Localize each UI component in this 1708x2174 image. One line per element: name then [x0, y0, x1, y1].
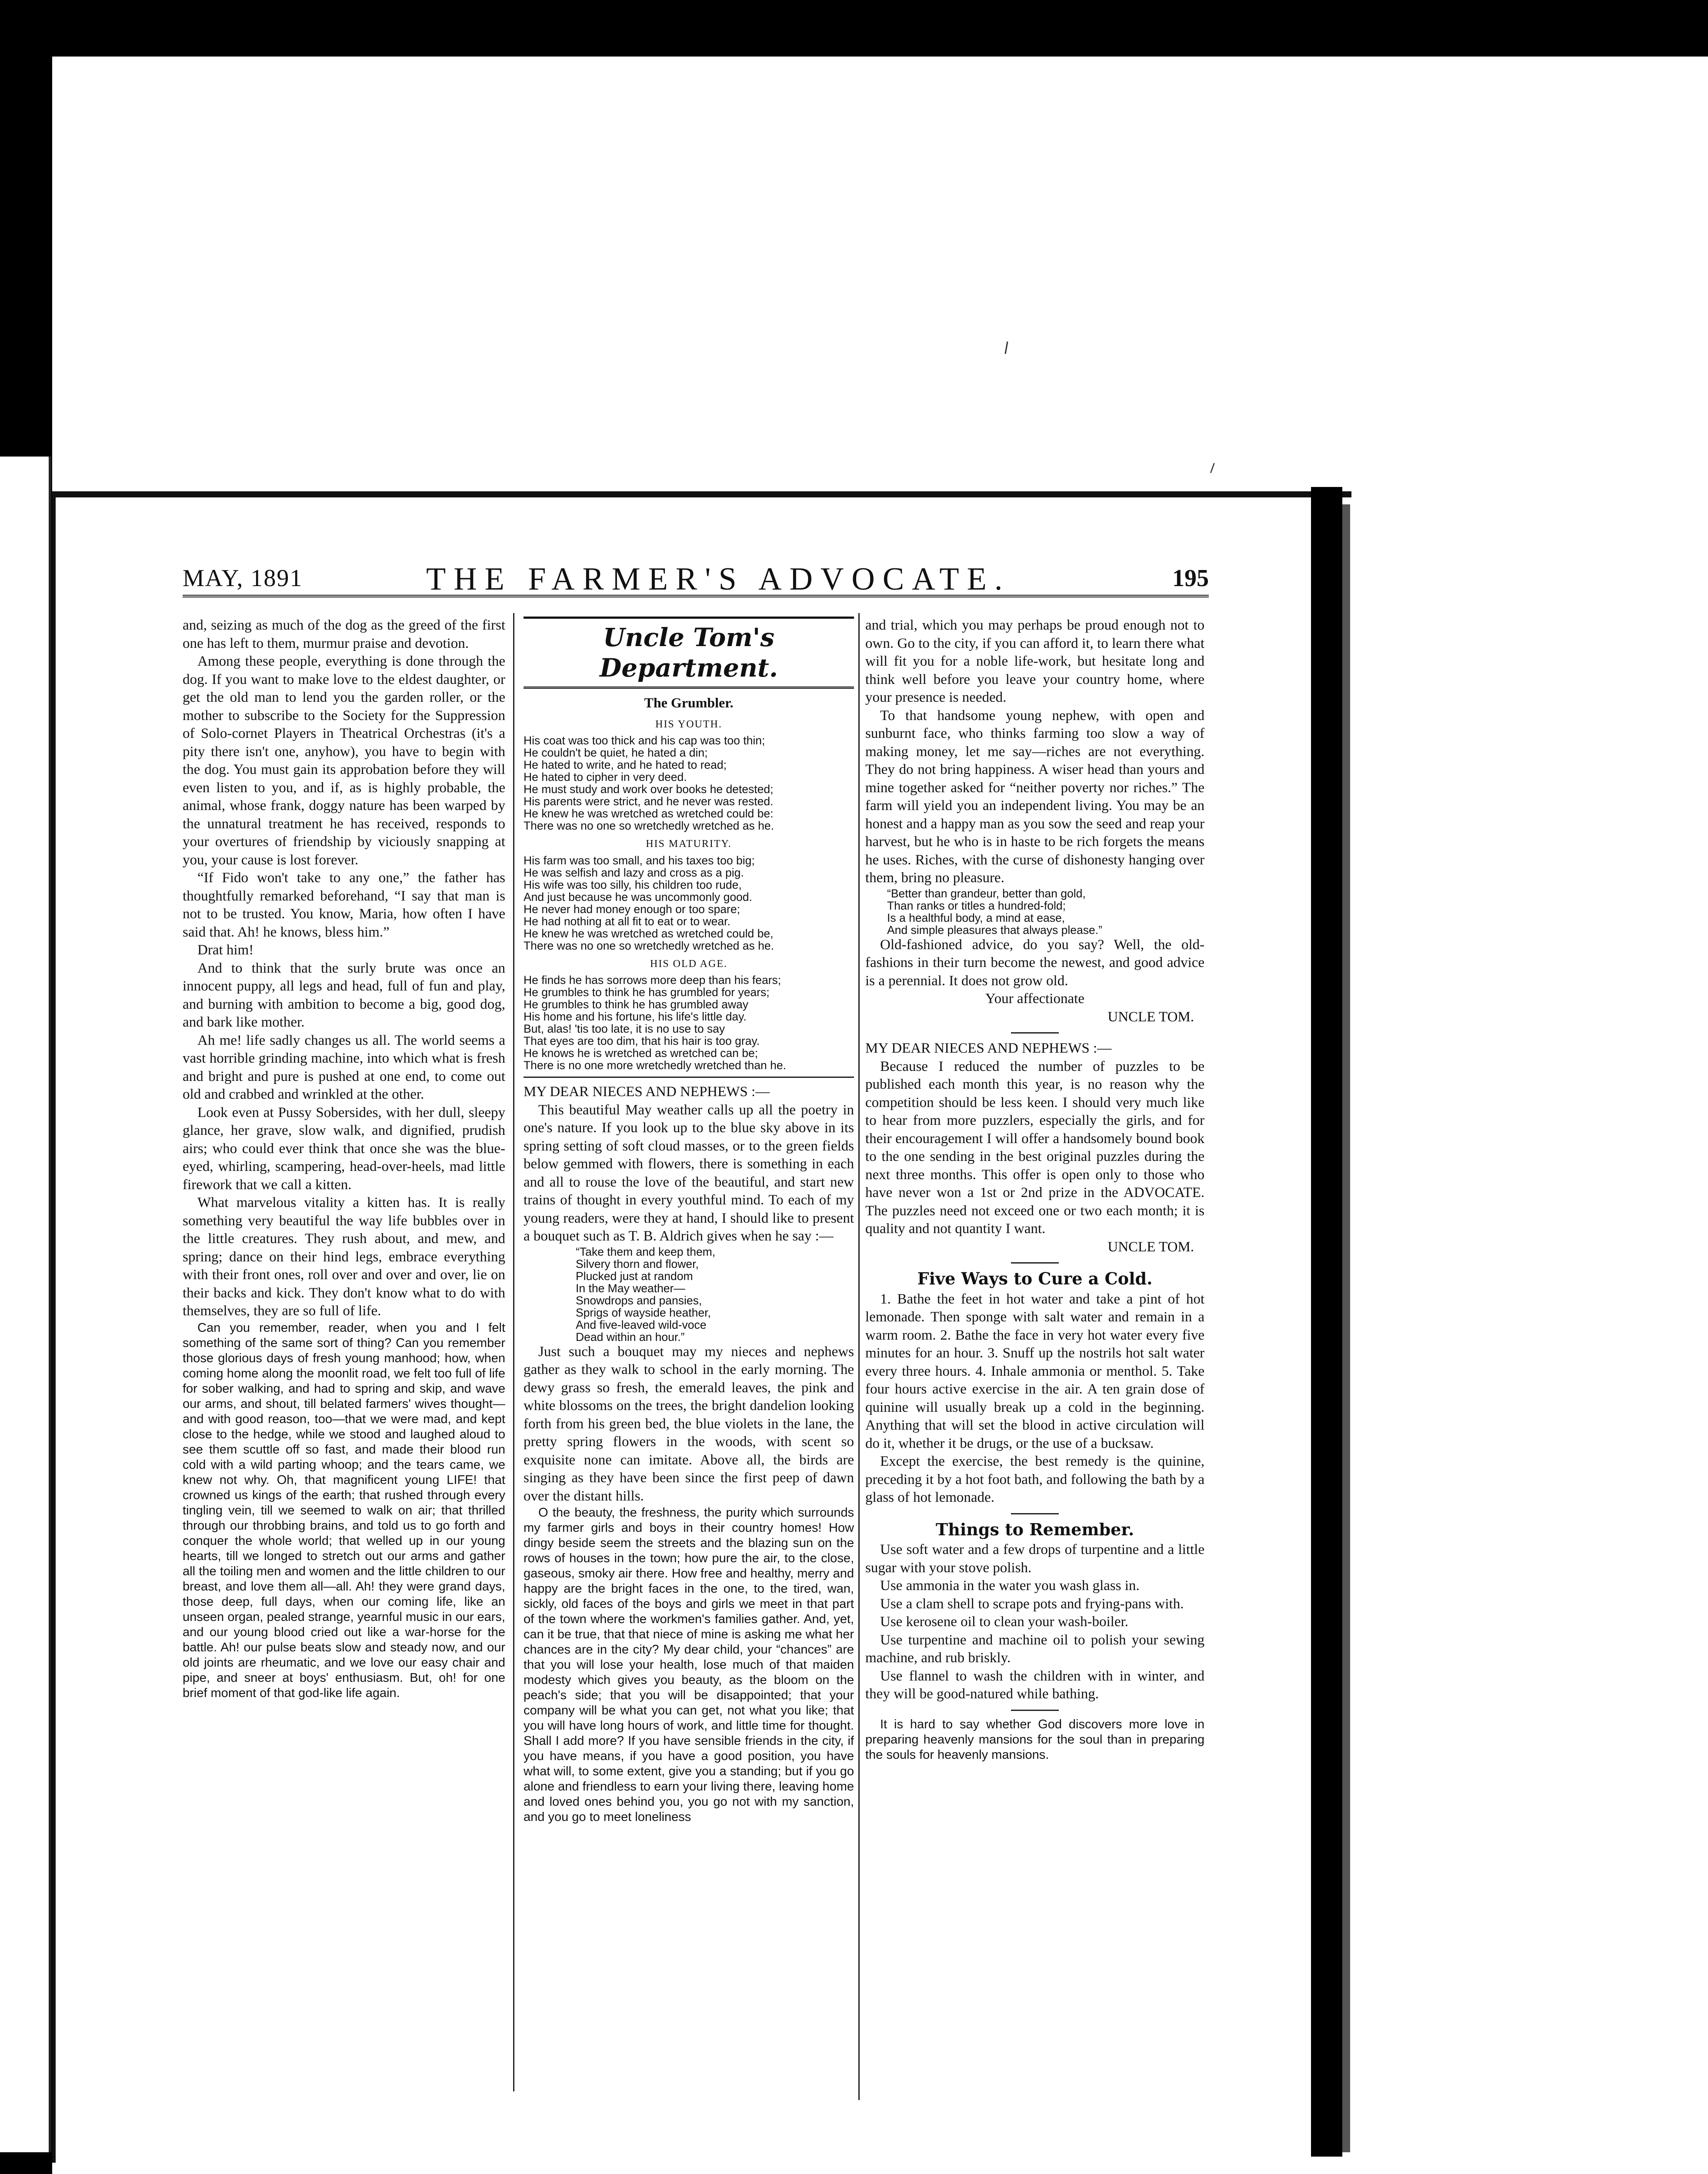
- poem-line: His coat was too thick and his cap was too thin;: [524, 734, 765, 747]
- divider: [1011, 1513, 1059, 1514]
- verse-line: Plucked just at random: [576, 1269, 693, 1283]
- poem-line: He hated to cipher in very deed.: [524, 770, 687, 784]
- issue-date: MAY, 1891: [183, 565, 303, 592]
- divider: [1011, 1262, 1059, 1264]
- closing-affectionate: Your affectionate: [985, 991, 1084, 1007]
- closing-paragraph: It is hard to say whether God discovers more love in preparing heavenly mansions for the soul than in preparing the souls for heavenly mansions.: [865, 1717, 1204, 1762]
- signature: UNCLE TOM.: [1108, 1239, 1194, 1255]
- section-divider: [524, 1077, 854, 1078]
- salutation: MY DEAR NIECES AND NEPHEWS :—: [865, 1040, 1112, 1056]
- poem-line: He had nothing at all fit to eat or to wear.: [524, 914, 731, 928]
- verse-line: And five-leaved wild-voce: [576, 1318, 707, 1331]
- column-2: [524, 617, 854, 1825]
- poem-stanza-old-age: [524, 974, 854, 1071]
- signature: UNCLE TOM.: [1108, 1009, 1194, 1025]
- poem-line: He knew he was wretched as wretched could be,: [524, 927, 774, 940]
- bouquet-verse: [524, 1246, 854, 1343]
- paragraph: And to think that the surly brute was once an innocent puppy, all legs and head, full of fun and play, and burning with ambition to become a big, good dog, and bark like mother.: [183, 960, 505, 1030]
- book-spine-edge: [1342, 504, 1350, 2152]
- paragraph: Because I reduced the number of puzzles to be published each month this year, is no reason why the competition should be less keen. I should very much like to hear from more puzzlers, especially the girls, and for their encouragement I will offer a handsomely bound book to the one sending in the best original puzzles during the next three months. This offer is open only to those who have never won a 1st or 2nd prize in the ADVOCATE. The puzzles need not exceed one or two each month; it is quality and not quantity I want.: [865, 1058, 1204, 1237]
- list-item: Use a clam shell to scrape pots and frying-pans with.: [880, 1596, 1184, 1612]
- paragraph: “If Fido won't take to any one,” the father has thoughtfully remarked beforehand, “I say that man is not to be trusted. You know, Maria, how often I have said that. Ah! he knows, bless him.”: [183, 870, 505, 940]
- paragraph: To that handsome young nephew, with open and sunburnt face, who thinks farming too slow a way of making money, let me say—riches are not everything. They do not bring happiness. A wiser head than yours and mine together asked for “neither poverty nor riches.” The farm will yield you an independent living. You may be an honest and a happy man as you sow the seed and reap your harvest, but he who is in haste to be rich forgets the means he uses. Riches, with the curse of dishonesty hanging over them, bring no pleasure.: [865, 707, 1204, 886]
- poem-line: There is no one more wretchedly wretched than he.: [524, 1059, 786, 1072]
- poem-title: The Grumbler.: [644, 695, 734, 710]
- poem-line: His farm was too small, and his taxes too big;: [524, 854, 755, 867]
- paragraph: and trial, which you may perhaps be proud enough not to own. Go to the city, if you can afford it, to learn there what will fit you for a noble life-work, but hesitate long and think well before you leave your country home, where your presence is needed.: [865, 617, 1204, 705]
- list-item: Use ammonia in the water you wash glass in.: [880, 1578, 1140, 1594]
- verse-line: In the May weather—: [576, 1281, 685, 1295]
- paragraph: Among these people, everything is done through the dog. If you want to make love to the eldest daughter, or get the old man to lend you the garden roller, or the mother to subscribe to the Society for the Suppression of Solo-cornet Players in Theatrical Orchestras (it's a pity there isn't one, anyhow), you have to begin with the dog. You must gain its approbation before they will even listen to you, and if, as is highly probable, the animal, whose frank, doggy nature has been warped by the unnatural treatment he has received, responds to your overtures of friendship by viciously snapping at you, your cause is lost forever.: [183, 654, 505, 868]
- verse-line: Snowdrops and pansies,: [576, 1294, 702, 1307]
- poem-line: He hated to write, and he hated to read;: [524, 758, 727, 771]
- masthead: THE FARMER'S ADVOCATE.: [426, 561, 1011, 597]
- verse-line: Is a healthful body, a mind at ease,: [887, 911, 1065, 924]
- verse-line: Than ranks or titles a hundred-fold;: [887, 899, 1066, 912]
- paragraph: What marvelous vitality a kitten has. It is really something very beautiful the way life bubbles over in the little creatures. They rush about, and mew, and spring; dance on their hind legs, embrace everything with their front ones, roll over and over and over, lie on their backs and kick. They don't know what to do with themselves, they are so full of life.: [183, 1195, 505, 1319]
- poem-line: He grumbles to think he has grumbled away: [524, 998, 749, 1011]
- verse-line: Sprigs of wayside heather,: [576, 1306, 711, 1319]
- divider: [1011, 1032, 1059, 1034]
- verse-line: Silvery thorn and flower,: [576, 1257, 699, 1270]
- list-item: Use soft water and a few drops of turpentine and a little sugar with your stove polish.: [865, 1542, 1204, 1576]
- divider: [1011, 1710, 1059, 1711]
- poem-line: His wife was too silly, his children too rude,: [524, 878, 742, 891]
- section-title-remember: Things to Remember.: [935, 1519, 1134, 1539]
- paragraph: Except the exercise, the best remedy is the quinine, preceding it by a hot foot bath, and following the bath by a glass of hot lemonade.: [865, 1454, 1204, 1505]
- verse-line: “Better than grandeur, better than gold,: [887, 887, 1086, 900]
- poem-line: His parents were strict, and he never was rested.: [524, 795, 774, 808]
- poem-stanza-youth: [524, 734, 854, 832]
- poem-line: There was no one so wretchedly wretched as he.: [524, 939, 774, 952]
- column-3: [865, 617, 1204, 1763]
- poem-section-heading: HIS YOUTH.: [655, 718, 722, 730]
- verse-line: And simple pleasures that always please.”: [887, 923, 1102, 937]
- facing-page-edge: [0, 457, 51, 2152]
- paragraph: Just such a bouquet may my nieces and nephews gather as they walk to school in the early morning. The dewy grass so fresh, the emerald leaves, the pink and white blossoms on the trees, the bright dandelion looking forth from his green bed, the blue violets in the lane, the pretty spring flowers in the woods, with scent so exquisite none can imitate. Above all, the birds are singing as they have been since the first peep of dawn over the distant hills.: [524, 1344, 854, 1504]
- poem-line: He knows he is wretched as wretched can be;: [524, 1047, 758, 1060]
- paragraph: Old-fashioned advice, do you say? Well, the old-fashions in their turn become the newest, and good advice is a perennial. It does not grow old.: [865, 937, 1204, 989]
- page-header: [183, 561, 1209, 597]
- poem-line: His home and his fortune, his life's little day.: [524, 1010, 747, 1023]
- poem-line: He grumbles to think he has grumbled for years;: [524, 986, 770, 999]
- poem-line: That eyes are too dim, that his hair is too gray.: [524, 1034, 760, 1047]
- quoted-verse: [865, 887, 1204, 936]
- paragraph: and, seizing as much of the dog as the greed of the first one has left to them, murmur praise and devotion.: [183, 617, 505, 651]
- paragraph: Drat him!: [197, 942, 254, 958]
- column-1: [183, 617, 505, 1701]
- poem-line: He couldn't be quiet, he hated a din;: [524, 746, 708, 759]
- paragraph: Ah me! life sadly changes us all. The world seems a vast horrible grinding machine, into which what is fresh and bright and pure is pushed at one end, to come out old and crabbed and wrinkled at the other.: [183, 1032, 505, 1102]
- poem-line: There was no one so wretchedly wretched as he.: [524, 819, 774, 832]
- poem-line: He was selfish and lazy and cross as a pig.: [524, 866, 744, 879]
- poem-stanza-maturity: [524, 854, 854, 952]
- department-banner: [524, 617, 854, 689]
- verse-line: “Take them and keep them,: [576, 1245, 716, 1258]
- poem-line: He must study and work over books he detested;: [524, 783, 774, 796]
- stray-mark: ⸝: [989, 327, 1017, 359]
- department-title: Uncle Tom's Department.: [599, 623, 778, 683]
- paragraph: 1. Bathe the feet in hot water and take a pint of hot lemonade. Then sponge with salt water and remain in a warm room. 2. Bathe the face in very hot water every five minutes for an hour. 3. Snuff up the nostrils hot salt water every three hours. 4. Inhale ammonia or menthol. 5. Take four hours active exercise in the air. A ten grain dose of quinine will usually break up a cold in the beginning. Anything that will set the blood in active circulation will do it, whether it be drugs, or the use of a bucksaw.: [865, 1291, 1204, 1451]
- section-title-cold: Five Ways to Cure a Cold.: [917, 1269, 1153, 1288]
- scan-top-border: [0, 0, 1708, 57]
- salutation: MY DEAR NIECES AND NEPHEWS :—: [524, 1084, 770, 1100]
- poem-line: And just because he was uncommonly good.: [524, 890, 752, 904]
- paragraph: Look even at Pussy Sobersides, with her dull, sleepy glance, her grave, slow walk, and dignified, prudish airs; who could ever think that once she was the blue-eyed, whirling, scampering, head-over-heels, mad little firework that we call a kitten.: [183, 1104, 505, 1193]
- page-number: 195: [1172, 565, 1209, 592]
- list-item: Use flannel to wash the children with in winter, and they will be good-natured while bathing.: [865, 1668, 1204, 1702]
- verse-line: Dead within an hour.”: [576, 1330, 685, 1344]
- poem-line: He finds he has sorrows more deep than his fears;: [524, 974, 781, 987]
- paragraph: This beautiful May weather calls up all the poetry in one's nature. If you look up to the blue sky above in its spring setting of soft cloud masses, or to the green fields below gemmed with flowers, there is something in each and all to rouse the love of the beautiful, and start new trains of thought in every youthful mind. To each of my young readers, were they at hand, I should like to present a bouquet such as T. B. Aldrich gives when he say :—: [524, 1102, 854, 1244]
- paragraph: O the beauty, the freshness, the purity which surrounds my farmer girls and boys in their country homes! How dingy beside seem the streets and the blazing sun on the rows of houses in the town; how pure the air, to the close, gaseous, smoky air there. How free and healthy, merry and happy are the bright faces in the one, to the tired, wan, sickly, old faces of the boys and girls we meet in that part of the town where the workmen's families gather. And, yet, can it be true, that that niece of mine is asking me what her chances are in the city? My dear child, your “chances” are that you will lose your health, lose much of that maiden modesty which gives you beauty, as the bloom on the peach's side; that you will be disappointed; that your company will be what you can get, not what you like; that you will have long hours of work, and little time for thought. Shall I add more? If you have sensible friends in the city, if you have means, if you have a good position, you have what will, to some extent, give you a standing; but if you go alone and friendless to earn your living there, leaving home and loved ones behind you, you go not with my sanction, and you go to meet loneliness: [524, 1506, 854, 1824]
- column-rule: [858, 613, 860, 2100]
- poem-section-heading: HIS OLD AGE.: [650, 958, 727, 970]
- poem-line: He never had money enough or too spare;: [524, 902, 740, 916]
- book-spine-shadow: [1311, 487, 1342, 2157]
- poem-line: He knew he was wretched as wretched could be:: [524, 807, 774, 820]
- list-item: Use kerosene oil to clean your wash-boiler.: [880, 1614, 1128, 1630]
- stray-mark: ⸝: [1200, 450, 1221, 477]
- list-item: Use turpentine and machine oil to polish your sewing machine, and rub briskly.: [865, 1632, 1204, 1666]
- column-rule: [513, 613, 514, 2091]
- paragraph: Can you remember, reader, when you and I felt something of the same sort of thing? Can you remember those glorious days of fresh young manhood; how, when coming home along the moonlit road, we felt too full of life for sober walking, and had to spring and skip, and wave our arms, and shout, till belated farmers' wives thought—and with good reason, too—that we were mad, and kept close to the hedge, while we stood and laughed aloud to see them scuttle off so fast, and made their blood run cold with a wild parting whoop; and the tears came, we knew not why. Oh, that magnificent young LIFE! that crowned us kings of the earth; that rushed through every tingling vein, till we seemed to walk on air; that thrilled through our throbbing brains, and told us to go forth and conquer the whole world; that welled up in our young hearts, till we longed to stretch out our arms and gather all the toiling men and women and the little children to our breast, and love them all—all. Ah! they were grand days, those deep, full days, when our coming life, like an unseen organ, pealed strange, yearnful music in our ears, and our young blood cried out like a war-horse for the battle. Ah! our pulse beats slow and steady now, and our old joints are rheumatic, and we love our easy chair and pipe, and sneer at boys' enthusiasm. But, oh! for one brief moment of that god-like life again.: [183, 1320, 505, 1700]
- poem-section-heading: HIS MATURITY.: [646, 838, 732, 850]
- poem-line: But, alas! 'tis too late, it is no use to say: [524, 1022, 725, 1035]
